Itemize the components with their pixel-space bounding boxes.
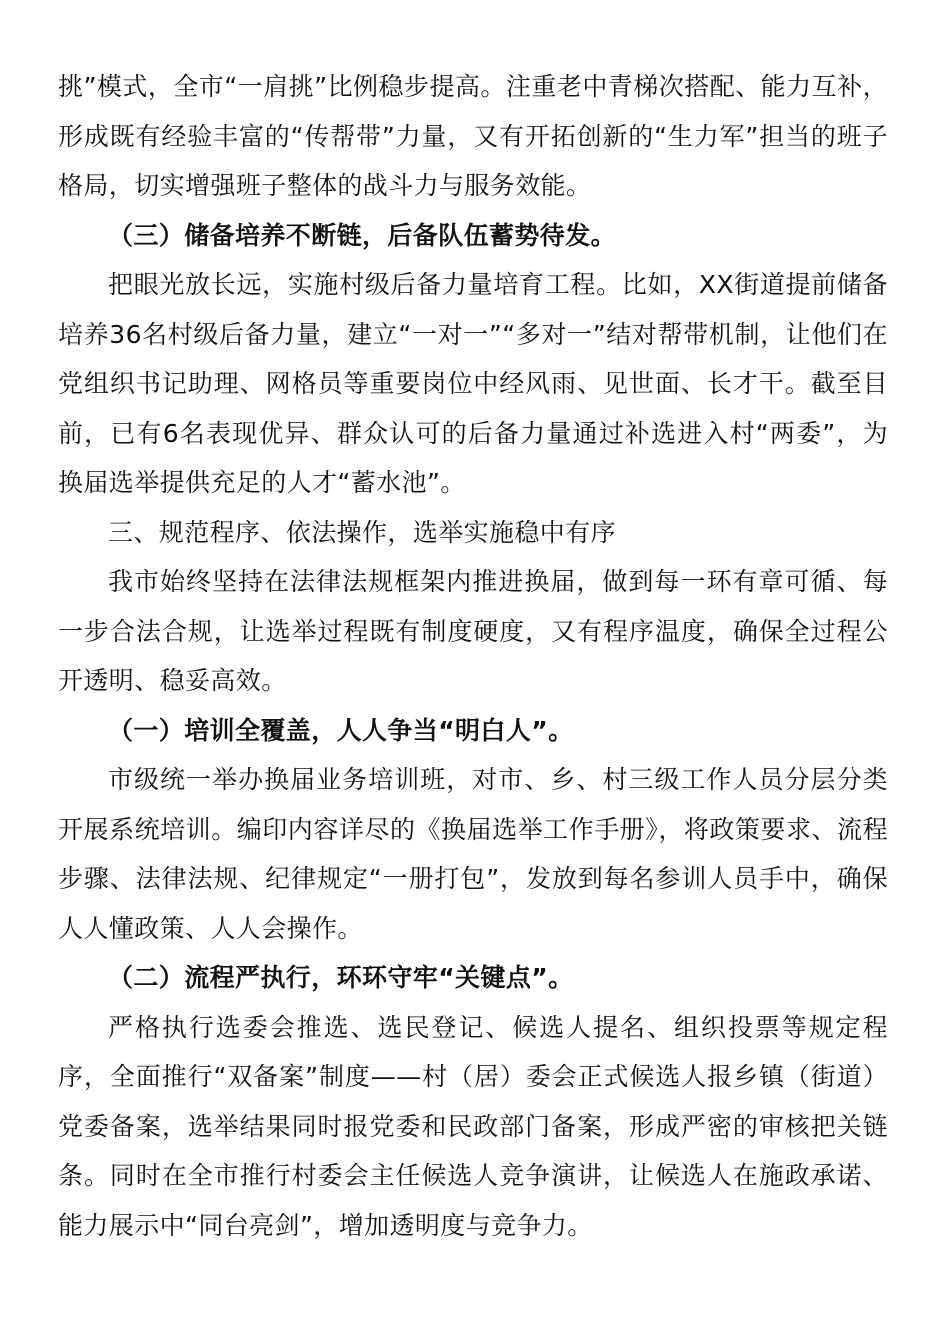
paragraph-process-execution: 严格执行选委会推选、选民登记、候选人提名、组织投票等规定程序，全面推行“双备案”制度——村（居）委会正式候选人报乡镇（街道）党委备案，选举结果同时报党委和民政部门备案，形成严密的审核把关链条。同时在全市推行村委会主任候选人竞争演讲，让候选人在施政承诺、能力展示中“同台亮剑”，增加透明度与竞争力。	[58, 1012, 888, 1240]
subheading-reserve-training: （三）储备培养不断链，后备队伍蓄势待发。	[108, 220, 617, 250]
paragraph-legal-framework: 我市始终坚持在法律法规框架内推进换届，做到每一环有章可循、每一步合法合规，让选举过程既有制度硬度，又有程序温度，确保全过程公开透明、稳妥高效。	[58, 567, 888, 695]
section-heading-standardized-procedure: 三、规范程序、依法操作，选举实施稳中有序	[108, 517, 617, 547]
paragraph-training-coverage: 市级统一举办换届业务培训班，对市、乡、村三级工作人员分层分类开展系统培训。编印内容详尽的《换届选举工作手册》，将政策要求、流程步骤、法律法规、纪律规定“一册打包”，发放到每名参训人员手中，确保人人懂政策、人人会操作。	[58, 765, 888, 943]
paragraph-reserve-training: 把眼光放长远，实施村级后备力量培育工程。比如，XX街道提前储备培养36名村级后备力量，建立“一对一”“多对一”结对帮带机制，让他们在党组织书记助理、网格员等重要岗位中经风雨、见世面、长才干。截至目前，已有6名表现优异、群众认可的后备力量通过补选进入村“两委”，为换届选举提供充足的人才“蓄水池”。	[58, 270, 888, 497]
subheading-process-execution: （二）流程严执行，环环守牢“关键点”。	[108, 963, 574, 992]
document-body	[58, 62, 888, 1250]
subheading-training-coverage: （一）培训全覆盖，人人争当“明白人”。	[108, 715, 574, 745]
paragraph-leadership-structure: 挑”模式，全市“一肩挑”比例稳步提高。注重老中青梯次搭配、能力互补，形成既有经验丰富的“传帮带”力量，又有开拓创新的“生力军”担当的班子格局，切实增强班子整体的战斗力与服务效能。	[58, 72, 888, 200]
